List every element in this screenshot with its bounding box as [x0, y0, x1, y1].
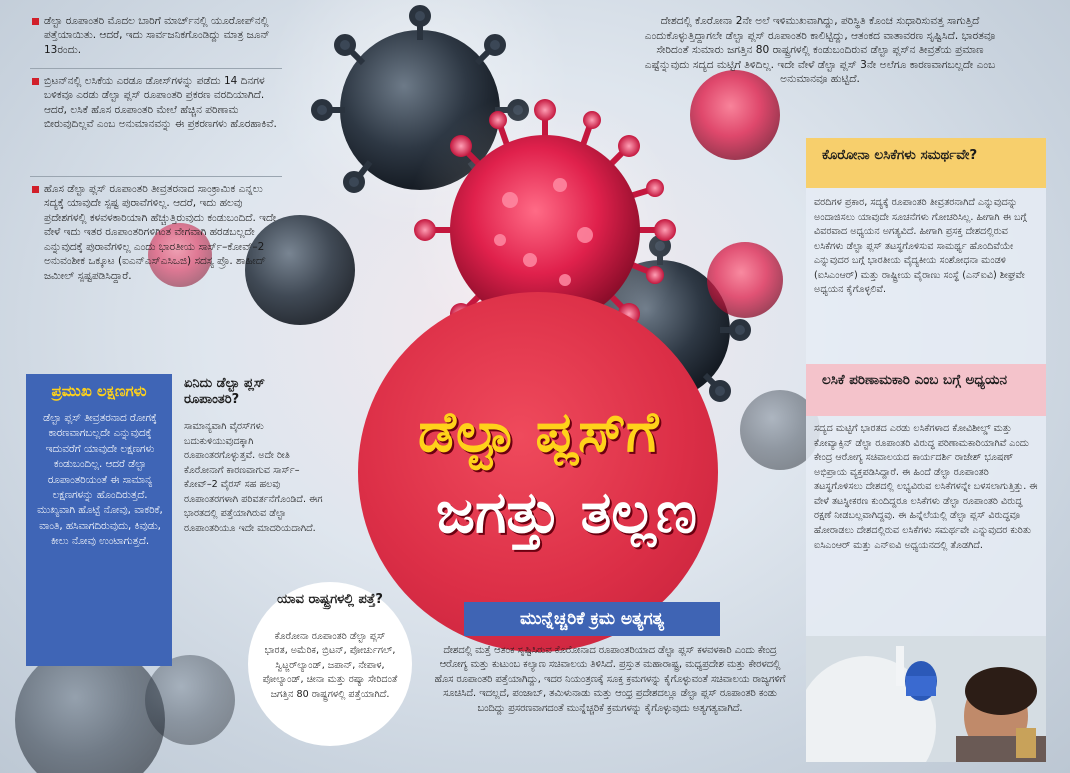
precaution-banner: ಮುನ್ನೆಚ್ಚರಿಕೆ ಕ್ರಮ ಅತ್ಯಗತ್ಯ: [464, 602, 720, 636]
bullet-item: ಹೊಸ ಡೆಲ್ಟಾ ಪ್ಲಸ್ ರೂಪಾಂತರಿ ತೀವ್ರತರನಾದ ಸಾಂಕ್ರಾಮಿಕ ಎನ್ನಲು ಸದ್ಯಕ್ಕೆ ಯಾವುದೇ ಸ್ಪಷ್ಟ ಪುರಾವೆಗಳಿಲ್ಲ. ಆದರೆ, ಇದು ಹಲವು ಪ್ರದೇಶಗಳಲ್ಲಿ ಕಳವಳಕಾರಿಯಾಗಿ ಹೆಚ್ಚುತ್ತಿರುವುದು ಕಂಡುಬಂದಿದೆ. ಇದೇ ವೇಳೆ ಇದು ಇತರ ರೂಪಾಂತರಿಗಳಿಗಿಂತ ವೇಗವಾಗಿ ಹರಡಬಲ್ಲದೇ ಎನ್ನುವುದಕ್ಕೆ ಪುರಾವೆಗಳಿಲ್ಲ ಎಂದು ಭಾರತೀಯ ಸಾರ್ಸ್–ಕೋವ್–2 ಅನುವಂಶೀಕ ಒಕ್ಕೂಟ (ಐಎನ್‌ಎಸ್‌ಎಸಿಒಜಿ) ಸದಸ್ಯ ಪ್ರೊ. ಶಾಹೀದ್ ಜಮೀಲ್ ಸ್ಪಷ್ಟಪಡಿಸಿದ್ದಾರೆ.: [30, 182, 282, 283]
what-is-body: ಸಾಮಾನ್ಯವಾಗಿ ವೈರಸ್‌ಗಳು ಬದುಕುಳಿಯುವುದಕ್ಕಾಗಿ ರೂಪಾಂತರಗೊಳ್ಳುತ್ತವೆ. ಅದೇ ರೀತಿ ಕೊರೋನಾಗೆ ಕಾರಣವಾಗುವ ಸಾರ್ಸ್–ಕೋವ್–2 ವೈರಸ್ ಸಹ ಹಲವು ರೂಪಾಂತರಗಳಾಗಿ ಪರಿವರ್ತನೆಗೊಂಡಿದೆ. ಈಗ ಭಾರತದಲ್ಲಿ ಪತ್ತೆಯಾಗಿರುವ ಡೆಲ್ಟಾ ರೂಪಾಂತರಿಯೂ ಇದೇ ಮಾದರಿಯದಾಗಿದೆ.: [184, 421, 323, 535]
countries-heading: ಯಾವ ರಾಷ್ಟ್ರಗಳಲ್ಲಿ ಪತ್ತೆ?: [277, 592, 383, 607]
symptoms-heading: ಪ್ರಮುಖ ಲಕ್ಷಣಗಳು: [51, 382, 147, 400]
swab-test-photo: [806, 636, 1046, 762]
bullet-item: ಬ್ರಿಟನ್‌ನಲ್ಲಿ ಲಸಿಕೆಯ ಎರಡೂ ಡೋಸ್‌ಗಳನ್ನು ಪಡೆದು 14 ದಿನಗಳ ಬಳಿಕವೂ ಎರಡು ಡೆಲ್ಟಾ ಪ್ಲಸ್ ರೂಪಾಂತರಿ ಪ್ರಕರಣ ವರದಿಯಾಗಿದೆ. ಆದರೆ, ಲಸಿಕೆ ಹೊಸ ರೂಪಾಂತರಿ ಮೇಲೆ ಹೆಚ್ಚಿನ ಪರಿಣಾಮ ಬೀರುವುದಿಲ್ಲವೆ ಎಂಬ ಅನುಮಾನವನ್ನು ಈ ಪ್ರಕರಣಗಳು ಹೊರಹಾಕಿವೆ.: [30, 74, 282, 132]
vaccines-heading-box: [806, 138, 1046, 188]
vaccine-study-heading: ಲಸಿಕೆ ಪರಿಣಾಮಕಾರಿ ಎಂಬ ಬಗ್ಗೆ ಅಧ್ಯಯನ: [822, 372, 1007, 388]
vaccine-study-heading-box: [806, 364, 1046, 416]
vaccines-body: ವರದಿಗಳ ಪ್ರಕಾರ, ಸದ್ಯಕ್ಕೆ ರೂಪಾಂತರಿ ತೀವ್ರತರನಾಗಿದೆ ಎನ್ನುವುದನ್ನು ಅಂದಾಜಿಸಲು ಯಾವುದೇ ಸೂಚನೆಗಳು ಗೋಚರಿಸಿಲ್ಲ. ಹೀಗಾಗಿ ಈ ಬಗ್ಗೆ ವಿವರವಾದ ಅಧ್ಯಯನ ಅಗತ್ಯವಿದೆ. ಹೀಗಾಗಿ ಪ್ರಸಕ್ತ ದೇಶದಲ್ಲಿರುವ ಲಸಿಕೆಗಳು ಡೆಲ್ಟಾ ಪ್ಲಸ್ ತಟಸ್ಥಗೊಳಿಸುವ ಸಾಮರ್ಥ್ಯ ಹೊಂದಿವೆಯೇ ಎನ್ನುವುದರ ಬಗ್ಗೆ ಭಾರತೀಯ ವೈದ್ಯಕೀಯ ಸಂಶೋಧನಾ ಮಂಡಳಿ (ಐಸಿಎಂಆರ್) ಮತ್ತು ರಾಷ್ಟ್ರೀಯ ವೈರಾಣು ಸಂಸ್ಥೆ (ಎನ್‌ಐವಿ) ಶೀಘ್ರವೇ ಅಧ್ಯಯನ ಕೈಗೊಳ್ಳಲಿವೆ.: [814, 197, 1027, 296]
intro-paragraph: ದೇಶದಲ್ಲಿ ಕೊರೋನಾ 2ನೇ ಅಲೆ ಇಳಿಮುಖವಾಗಿದ್ದು, ಪರಿಸ್ಥಿತಿ ಕೊಂಚ ಸುಧಾರಿಸುವತ್ತ ಸಾಗುತ್ತಿದೆ ಎಂದುಕೊಳ್ಳುತ್ತಿದ್ದಾಗಲೇ ಡೆಲ್ಟಾ ಪ್ಲಸ್ ರೂಪಾಂತರಿ ಕಾಲಿಟ್ಟಿದ್ದು, ಆತಂಕದ ವಾತಾವರಣ ಸೃಷ್ಟಿಸಿದೆ. ಭಾರತವೂ ಸೇರಿದಂತೆ ಸುಮಾರು ಜಗತ್ತಿನ 80 ರಾಷ್ಟ್ರಗಳಲ್ಲಿ ಕಂಡುಬಂದಿರುವ ಡೆಲ್ಟಾ ಪ್ಲಸ್‌ನ ತೀವ್ರತೆಯ ಪ್ರಮಾಣ ಎಷ್ಟೆನ್ನುವುದು ಸದ್ಯದ ಮಟ್ಟಿಗೆ ತಿಳಿದಿಲ್ಲ. ಇದೇ ವೇಳೆ ಡೆಲ್ಟಾ ಪ್ಲಸ್ 3ನೇ ಅಲೆಗೂ ಕಾರಣವಾಗಬಲ್ಲದೇ ಎಂಬ ಅನುಮಾನವೂ ಹುಟ್ಟಿದೆ.: [644, 15, 996, 86]
divider: [30, 68, 282, 69]
vaccines-heading: ಕೊರೋನಾ ಲಸಿಕೆಗಳು ಸಮರ್ಥವೇ?: [822, 147, 978, 163]
left-bullet-list-3: [30, 182, 282, 289]
divider: [30, 176, 282, 177]
precaution-body: ದೇಶದಲ್ಲಿ ಮತ್ತೆ ಆತಂಕ ಸೃಷ್ಟಿಸಿರುವ ಕೊರೋನಾದ ರೂಪಾಂತರಿಯಾದ ಡೆಲ್ಟಾ ಪ್ಲಸ್ ಕಳವಳಕಾರಿ ಎಂದು ಕೇಂದ್ರ ಆರೋಗ್ಯ ಮತ್ತು ಕುಟುಂಬ ಕಲ್ಯಾಣ ಸಚಿವಾಲಯ ತಿಳಿಸಿದೆ. ಪ್ರಸ್ತುತ ಮಹಾರಾಷ್ಟ್ರ, ಮಧ್ಯಪ್ರದೇಶ ಮತ್ತು ಕೇರಳದಲ್ಲಿ ಹೊಸ ರೂಪಾಂತರಿ ಪತ್ತೆಯಾಗಿದ್ದು, ಇದರ ನಿಯಂತ್ರಣಕ್ಕೆ ಸೂಕ್ತ ಕ್ರಮಗಳನ್ನು ಕೈಗೊಳ್ಳುವಂತೆ ಸಚಿವಾಲಯ ರಾಜ್ಯಗಳಿಗೆ ಸೂಚಿಸಿದೆ. ಇದಲ್ಲದೆ, ಪಂಜಾಬ್, ತಮಿಳುನಾಡು ಮತ್ತು ಆಂಧ್ರ ಪ್ರದೇಶದಲ್ಲೂ ಡೆಲ್ಟಾ ಪ್ಲಸ್ ರೂಪಾಂತರಿ ಕಂಡು ಬಂದಿದ್ದು ಪ್ರಸರಣವಾಗದಂತೆ ಮುನ್ನೆಚ್ಚರಿಕೆ ಕ್ರಮಗಳನ್ನು ಕೈಗೊಳ್ಳುವುದು ಅತ್ಯಗತ್ಯವಾಗಿದೆ.: [434, 645, 786, 714]
headline-line-1: ಡೆಲ್ಟಾ ಪ್ಲಸ್‌ಗೆ: [418, 400, 659, 465]
symptoms-body: ಡೆಲ್ಟಾ ಪ್ಲಸ್ ತೀವ್ರತರನಾದ ರೋಗಕ್ಕೆ ಕಾರಣವಾಗಬಲ್ಲದೇ ಎನ್ನುವುದಕ್ಕೆ ಇದುವರೆಗೆ ಯಾವುದೇ ಲಕ್ಷಣಗಳು ಕಂಡುಬಂದಿಲ್ಲ. ಆದರೆ ಡೆಲ್ಟಾ ರೂಪಾಂತರಿಯಂತೆ ಈ ಸಾಮಾನ್ಯ ಲಕ್ಷಣಗಳನ್ನು ಹೊಂದಿರುತ್ತದೆ. ಮುಖ್ಯವಾಗಿ ಹೊಟ್ಟೆ ನೋವು, ವಾಕರಿಕೆ, ವಾಂತಿ, ಹಸಿವಾಗದಿರುವುದು, ಕಿವುಡು, ಕೀಲು ನೋವು ಉಂಟಾಗುತ್ತದೆ.: [37, 411, 163, 548]
bullet-item: ಡೆಲ್ಟಾ ರೂಪಾಂತರಿ ಮೊದಲ ಬಾರಿಗೆ ಮಾರ್ಚ್‌ನಲ್ಲಿ ಯೂರೋಪ್‌ನಲ್ಲಿ ಪತ್ತೆಯಾಯಿತು. ಆದರೆ, ಇದು ಸಾರ್ವಜನಿಕಗೊಂಡಿದ್ದು ಮಾತ್ರ ಜೂನ್ 13ರಂದು.: [30, 14, 282, 57]
vaccine-study-body: ಸದ್ಯದ ಮಟ್ಟಿಗೆ ಭಾರತದ ಎರಡು ಲಸಿಕೆಗಳಾದ ಕೋವಿಶೀಲ್ಡ್ ಮತ್ತು ಕೋವ್ಯಾಕ್ಸಿನ್ ಡೆಲ್ಟಾ ರೂಪಾಂತರಿ ವಿರುದ್ಧ ಪರಿಣಾಮಕಾರಿಯಾಗಿವೆ ಎಂದು ಕೇಂದ್ರ ಆರೋಗ್ಯ ಸಚಿವಾಲಯದ ಕಾರ್ಯದರ್ಶಿ ರಾಜೇಶ್ ಭೂಷಣ್ ಅಭಿಪ್ರಾಯ ವ್ಯಕ್ತಪಡಿಸಿದ್ದಾರೆ. ಈ ಹಿಂದೆ ಡೆಲ್ಟಾ ರೂಪಾಂತರಿ ತಟಸ್ಥಗೊಳಿಸಲು ದೇಶದಲ್ಲಿ ಲಭ್ಯವಿರುವ ಲಸಿಕೆಗಳನ್ನೇ ಬಳಸಲಾಗುತ್ತಿತ್ತು. ಈ ವೇಳೆ ತಟಸ್ಥೀಕರಣ ಕುಂದಿದ್ದರೂ ಲಸಿಕೆಗಳು ಡೆಲ್ಟಾ ರೂಪಾಂತರಿ ವಿರುದ್ಧ ರಕ್ಷಣೆ ನೀಡಬಲ್ಲವಾಗಿದ್ದವು. ಈ ಹಿನ್ನೆಲೆಯಲ್ಲಿ ಡೆಲ್ಟಾ ಪ್ಲಸ್ ವಿರುದ್ಧವೂ ಹೋರಾಡಲು ದೇಶದಲ್ಲಿರುವ ಲಸಿಕೆಗಳು ಸಮರ್ಥವೇ ಎನ್ನುವುದರ ಕುರಿತು ಐಸಿಎಂಆರ್ ಮತ್ತು ಎನ್‌ಐವಿ ಅಧ್ಯಯನದಲ್ಲಿ ತೊಡಗಿದೆ.: [814, 423, 1038, 551]
headline-line-2: ಜಗತ್ತು ತಲ್ಲಣ: [436, 478, 698, 546]
left-bullet-list-2: [30, 74, 282, 138]
swab-photo-illustration: [806, 636, 1046, 762]
countries-body: ಕೊರೋನಾ ರೂಪಾಂತರಿ ಡೆಲ್ಟಾ ಪ್ಲಸ್ ಭಾರತ, ಅಮೆರಿಕ, ಬ್ರಿಟನ್, ಪೋರ್ಚುಗಲ್, ಸ್ವಿಟ್ಜರ್‌ಲ್ಯಾಂಡ್, ಜಪಾನ್, ನೇಪಾಳ, ಪೋಲ್ಯಾಂಡ್, ಚೀನಾ ಮತ್ತು ರಷ್ಯಾ ಸೇರಿದಂತೆ ಜಗತ್ತಿನ 80 ರಾಷ್ಟ್ರಗಳಲ್ಲಿ ಪತ್ತೆಯಾಗಿದೆ.: [262, 631, 398, 700]
left-bullet-list: [30, 14, 282, 63]
symptoms-box: [26, 374, 172, 666]
what-is-heading: ಏನಿದು ಡೆಲ್ಟಾ ಪ್ಲಸ್ ರೂಪಾಂತರಿ?: [184, 376, 265, 408]
title-circle: [358, 292, 718, 652]
